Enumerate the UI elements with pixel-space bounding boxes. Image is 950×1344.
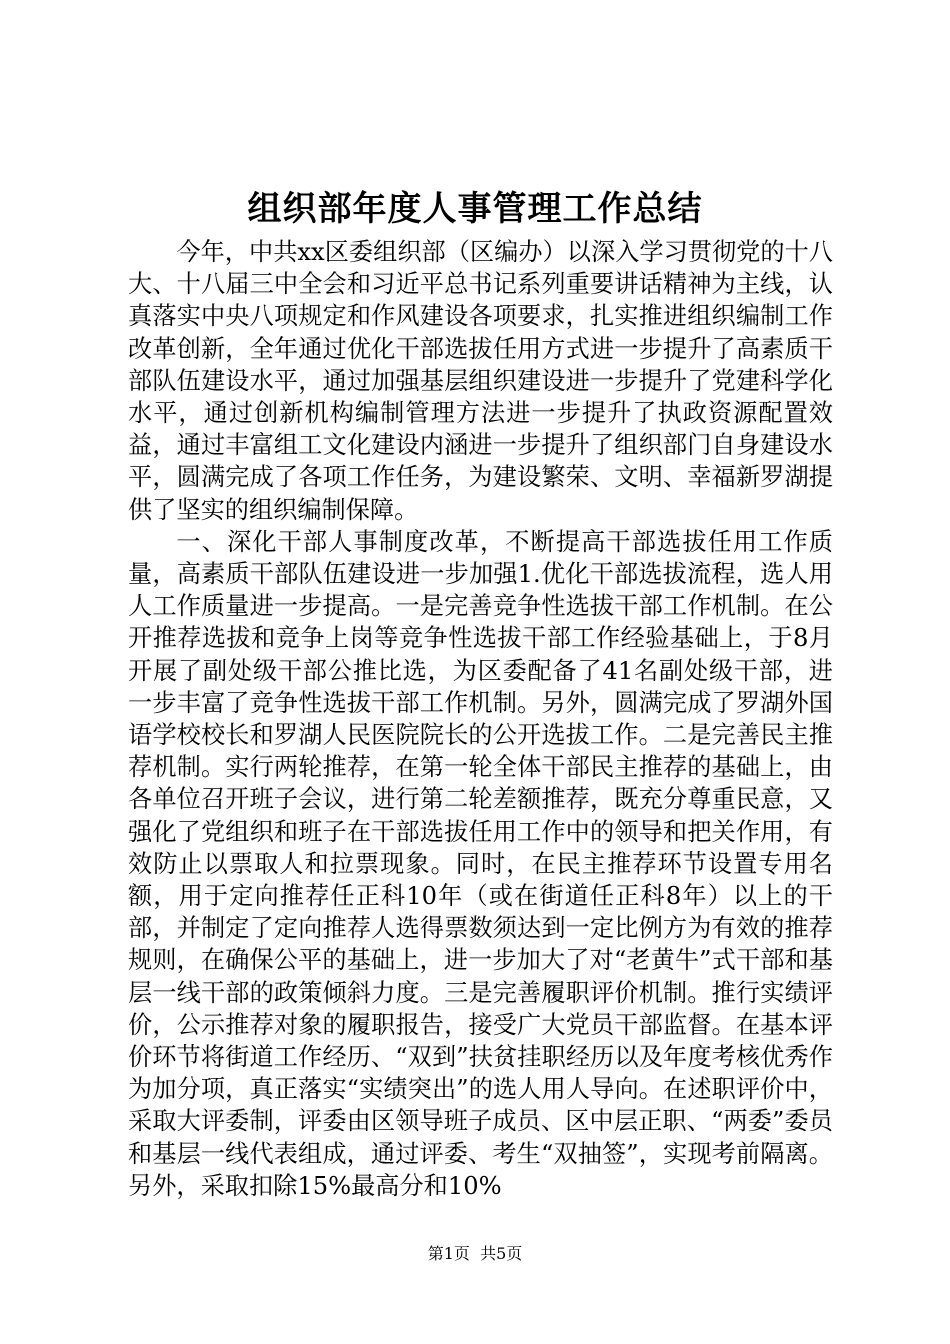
document-body xyxy=(128,236,833,1202)
paragraph-intro: 今年，中共xx区委组织部（区编办）以深入学习贯彻党的十八大、十八届三中全会和习近平总书记系列重要讲话精神为主线，认真落实中央八项规定和作风建设各项要求，扎实推进组织编制工作改革创新，全年通过优化干部选拔任用方式进一步提升了高素质干部队伍建设水平，通过加强基层组织建设进一步提升了党建科学化水平，通过创新机构编制管理方法进一步提升了执政资源配置效益，通过丰富组工文化建设内涵进一步提升了组织部门自身建设水平，圆满完成了各项工作任务，为建设繁荣、文明、幸福新罗湖提供了坚实的组织编制保障。 xyxy=(128,238,833,524)
page-footer xyxy=(0,1243,950,1265)
document-title: 组织部年度人事管理工作总结 xyxy=(247,189,703,229)
paragraph-section-one: 一、深化干部人事制度改革，不断提高干部选拔任用工作质量，高素质干部队伍建设进一步加强1.优化干部选拔流程，选人用人工作质量进一步提高。一是完善竞争性选拔干部工作机制。在公开推荐选拔和竞争上岗等竞争性选拔干部工作经验基础上，于8月开展了副处级干部公推比选，为区委配备了41名副处级干部，进一步丰富了竞争性选拔干部工作机制。另外，圆满完成了罗湖外国语学校校长和罗湖人民医院院长的公开选拔工作。二是完善民主推荐机制。实行两轮推荐，在第一轮全体干部民主推荐的基础上，由各单位召开班子会议，进行第二轮差额推荐，既充分尊重民意，又强化了党组织和班子在干部选拔任用工作中的领导和把关作用，有效防止以票取人和拉票现象。同时，在民主推荐环节设置专用名额，用于定向推荐任正科10年（或在街道任正科8年）以上的干部，并制定了定向推荐人选得票数须达到一定比例方为有效的推荐规则，在确保公平的基础上，进一步加大了对“老黄牛”式干部和基层一线干部的政策倾斜力度。三是完善履职评价机制。推行实绩评价，公示推荐对象的履职报告，接受广大党员干部监督。在基本评价环节将街道工作经历、“双到”扶贫挂职经历以及年度考核优秀作为加分项，真正落实“实绩突出”的选人用人导向。在述职评价中，采取大评委制，评委由区领导班子成员、区中层正职、“两委”委员和基层一线代表组成，通过评委、考生“双抽签”，实现考前隔离。另外，采取扣除15%最高分和10% xyxy=(128,527,833,1200)
page-number-current: 第1页 xyxy=(427,1244,470,1263)
page-number-total: 共5页 xyxy=(480,1244,523,1263)
